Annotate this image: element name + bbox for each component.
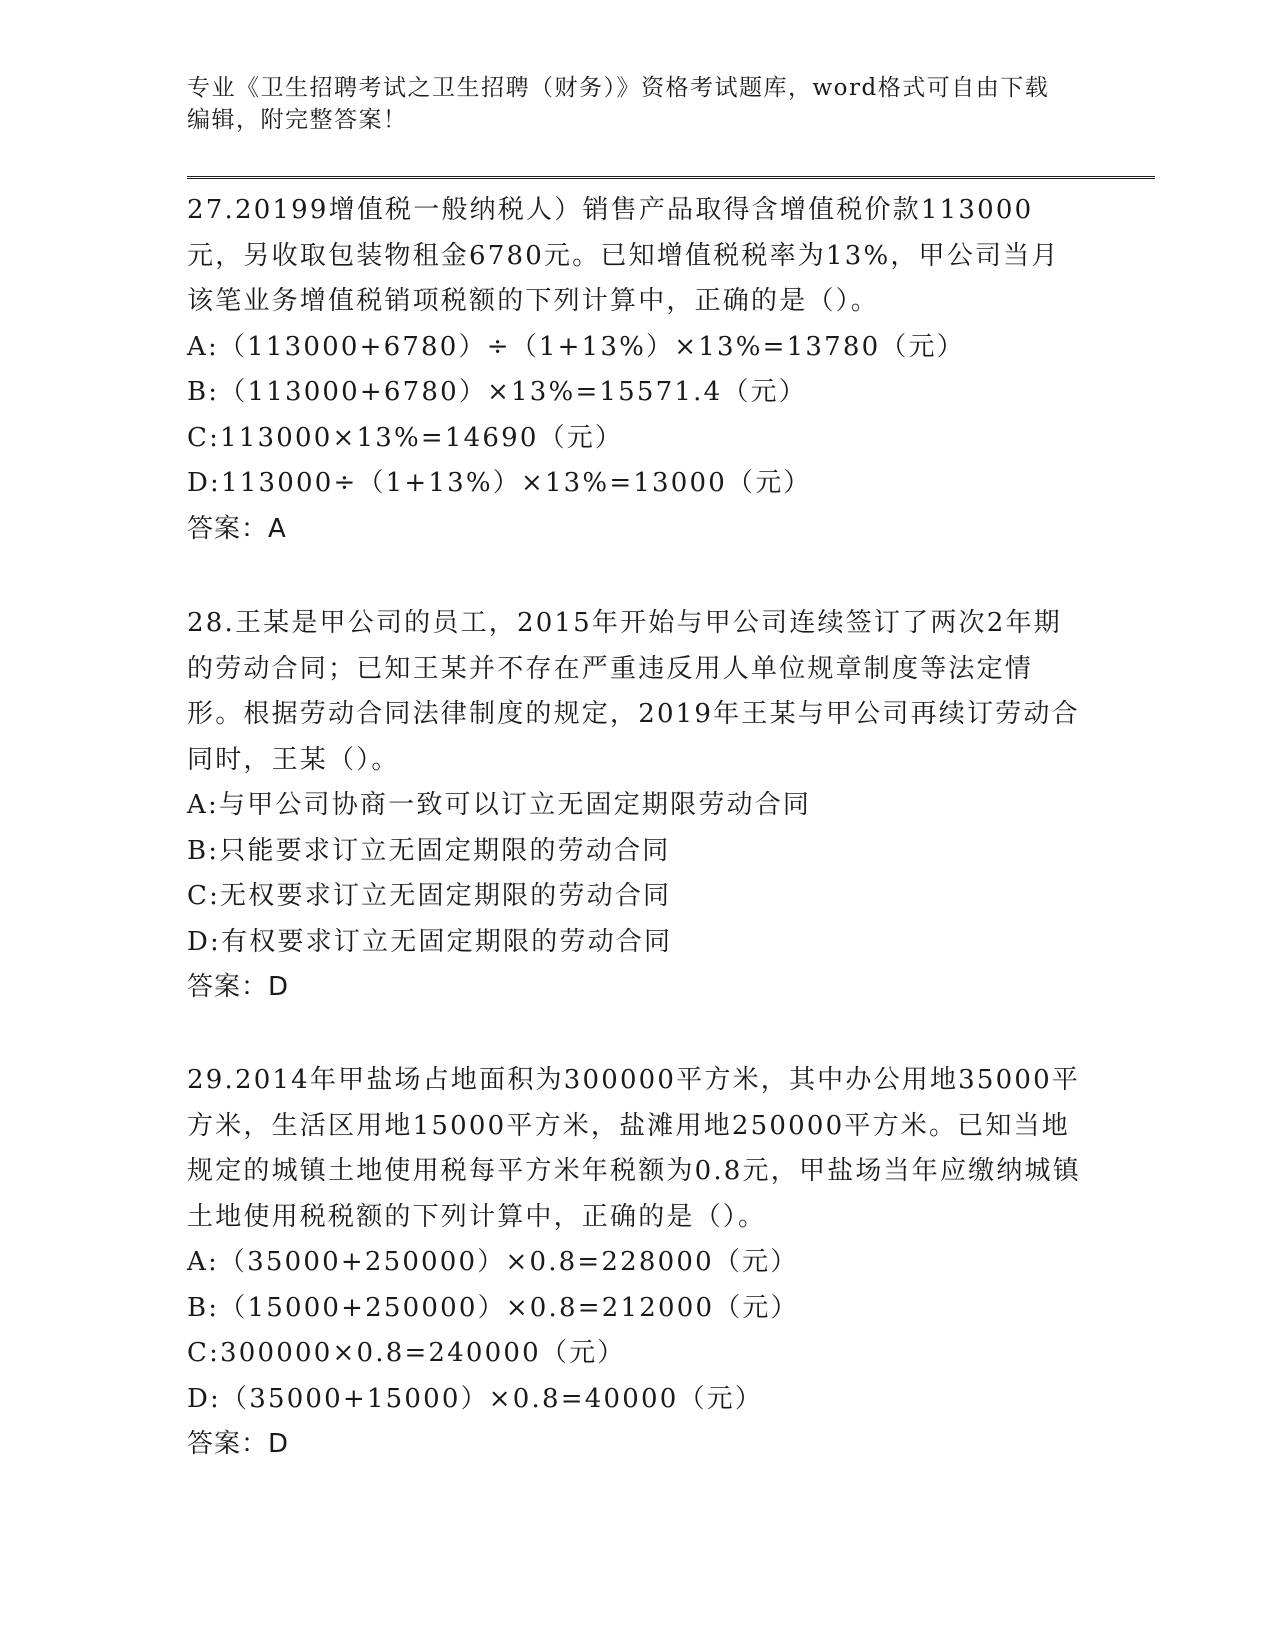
option-c: C:300000×0.8=240000（元） — [187, 1338, 626, 1368]
option-a: A:（113000+6780）÷（1+13%）×13%=13780（元） — [187, 331, 965, 362]
answer: 答案：D — [187, 972, 290, 1002]
question-stem: 29.2014年甲盐场占地面积为300000平方米，其中办公用地35000平方米，生活区用地15000平方米，盐滩用地250000平方米。已知当地规定的城镇土地使用税每平方米年税额为0.8元，甲盐场当年应缴纳城镇土地使用税税额的下列计算中，正确的是（）。 — [187, 1065, 1081, 1232]
option-d: D:有权要求订立无固定期限的劳动合同 — [187, 926, 673, 957]
question-stem: 28.王某是甲公司的员工，2015年开始与甲公司连续签订了两次2年期的劳动合同；已知王某并不存在严重违反用人单位规章制度等法定情形。根据劳动合同法律制度的规定，2019年王某与甲公司再续订劳动合同时，王某（）。 — [187, 608, 1080, 775]
option-a: A:（35000+250000）×0.8=228000（元） — [187, 1247, 799, 1277]
option-d: D:113000÷（1+13%）×13%=13000（元） — [187, 468, 812, 498]
option-a: A:与甲公司协商一致可以订立无固定期限劳动合同 — [187, 790, 812, 820]
option-b: B:（113000+6780）×13%=15571.4（元） — [187, 377, 807, 407]
header-line-2: 编辑，附完整答案！ — [187, 107, 408, 133]
question-28 — [187, 601, 1087, 1011]
question-29 — [187, 1058, 1087, 1468]
option-c: C:无权要求订立无固定期限的劳动合同 — [187, 881, 672, 911]
question-27 — [187, 188, 1087, 552]
question-stem: 27.20199增值税一般纳税人）销售产品取得含增值税价款113000元，另收取包装物租金6780元。已知增值税税率为13%，甲公司当月该笔业务增值税销项税额的下列计算中，正确的是（）。 — [187, 195, 1060, 316]
option-b: B:只能要求订立无固定期限的劳动合同 — [187, 835, 671, 866]
document-header — [187, 72, 1067, 136]
answer: 答案：A — [187, 513, 287, 544]
option-c: C:113000×13%=14690（元） — [187, 422, 624, 453]
option-b: B:（15000+250000）×0.8=212000（元） — [187, 1292, 799, 1323]
option-d: D:（35000+15000）×0.8=40000（元） — [187, 1383, 764, 1414]
header-divider — [187, 176, 1155, 179]
answer: 答案：D — [187, 1429, 290, 1459]
header-line-1: 专业《卫生招聘考试之卫生招聘（财务）》资格考试题库，word格式可自由下载 — [187, 75, 1050, 101]
